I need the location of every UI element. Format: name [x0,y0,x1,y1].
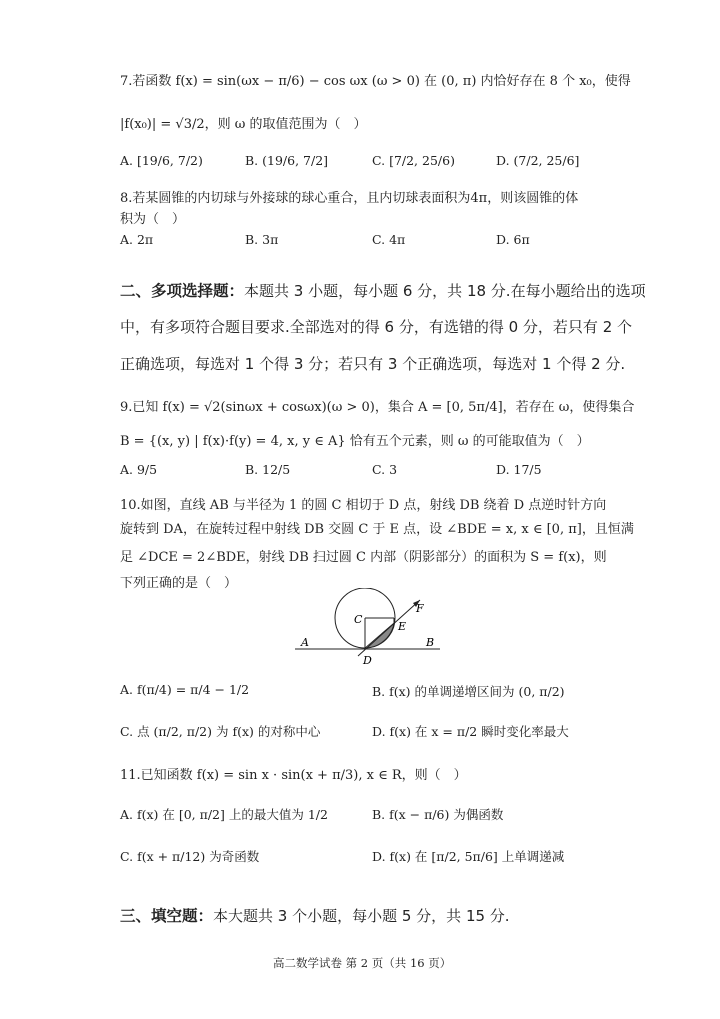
q10-line4: 下列正确的是（ ） [120,576,238,591]
section3-text: 本大题共 3 个小题，每小题 5 分，共 15 分. [213,907,510,925]
q9-option-d: D. 17/5 [496,462,542,477]
section2-line1: 本题共 3 小题，每小题 6 分，共 18 分.在每小题给出的选项 [244,282,646,300]
q9-option-a: A. 9/5 [120,462,158,477]
ray-df [358,600,420,656]
q7-line2: |f(x₀)| = √3/2，则 ω 的取值范围为（ ） [120,117,367,132]
q11-option-c: C. f(x + π/12) 为奇函数 [120,849,260,864]
q11-line1: 11.已知函数 f(x) = sin x · sin(x + π/3), x ∈ R，则（ ） [120,768,467,783]
q9-option-c: C. 3 [372,462,398,477]
q11-option-d: D. f(x) 在 [π/2, 5π/6] 上单调递减 [372,849,565,864]
q10-line2: 旋转到 DA，在旋转过程中射线 DB 交圆 C 于 E 点，设 ∠BDE = x, x ∈ [0, π]，且恒满 [120,522,634,537]
section2-heading [120,279,646,301]
q10-figure [290,588,450,668]
label-b: B [426,636,435,649]
q7-option-c: C. [7/2, 25/6) [372,153,455,168]
q8-option-c: C. 4π [372,232,406,247]
label-a: A [301,636,309,649]
label-d: D [363,654,372,667]
q9-line1: 9.已知 f(x) = √2(sinωx + cosωx)(ω > 0)，集合 A = [0, 5π/4]，若存在 ω，使得集合 [120,400,635,415]
q7-line1: 7.若函数 f(x) = sin(ωx − π/6) − cos ωx (ω > 0) 在 (0, π) 内恰好存在 8 个 x₀，使得 [120,74,631,89]
q8-option-d: D. 6π [496,232,530,247]
q10-line3: 足 ∠DCE = 2∠BDE，射线 DB 扫过圆 C 内部（阴影部分）的面积为 S = f(x)，则 [120,550,607,565]
q10-option-c: C. 点 (π/2, π/2) 为 f(x) 的对称中心 [120,724,321,739]
page-footer: 高二数学试卷 第 2 页（共 16 页） [273,956,452,970]
q10-line1: 10.如图，直线 AB 与半径为 1 的圆 C 相切于 D 点，射线 DB 绕着 D 点逆时针方向 [120,498,607,513]
label-e: E [398,620,407,633]
section2-title: 二、多项选择题： [120,282,245,300]
q8-option-b: B. 3π [245,232,279,247]
q9-option-b: B. 12/5 [245,462,291,477]
q8-option-a: A. 2π [120,232,154,247]
q9-line2: B = {(x, y) | f(x)·f(y) = 4, x, y ∈ A} 恰有五个元素，则 ω 的可能取值为（ ） [120,434,590,449]
q7-option-a: A. [19/6, 7/2) [120,153,203,168]
q10-option-b: B. f(x) 的单调递增区间为 (0, π/2) [372,684,565,699]
label-c: C [354,613,363,626]
q7-option-d: D. (7/2, 25/6] [496,153,580,168]
q10-option-d: D. f(x) 在 x = π/2 瞬时变化率最大 [372,724,569,739]
q11-option-b: B. f(x − π/6) 为偶函数 [372,807,504,822]
q8-line1: 8.若某圆锥的内切球与外接球的球心重合，且内切球表面积为4π，则该圆锥的体 [120,191,579,206]
label-f: F [416,602,424,615]
q11-option-a: A. f(x) 在 [0, π/2] 上的最大值为 1/2 [120,807,328,822]
section3-heading [120,904,510,926]
section2-line3: 正确选项，每选对 1 个得 3 分；若只有 3 个正确选项，每选对 1 个得 2 分. [120,355,626,373]
q10-option-a: A. f(π/4) = π/4 − 1/2 [120,682,250,697]
section3-title: 三、填空题： [120,907,214,925]
section2-line2: 中，有多项符合题目要求.全部选对的得 6 分，有选错的得 0 分，若只有 2 个 [120,318,633,336]
q8-line2: 积为（ ） [120,212,186,227]
q7-option-b: B. (19/6, 7/2] [245,153,329,168]
